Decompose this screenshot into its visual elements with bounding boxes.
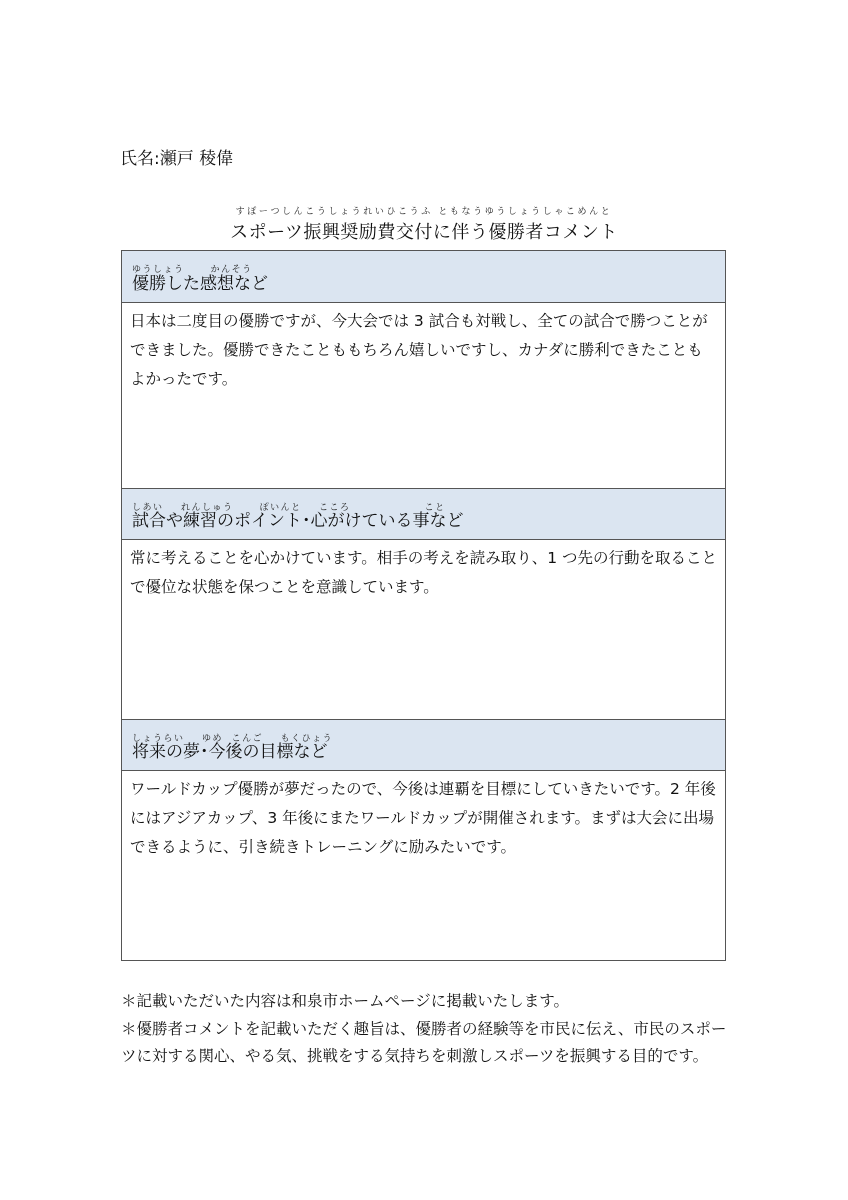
section-future-goals	[122, 719, 725, 960]
section-practice-points	[122, 488, 725, 719]
section-ruby: ゆうしょう かんそう	[132, 265, 253, 275]
form-title	[0, 207, 848, 244]
section-heading: 優勝した感想など	[132, 274, 268, 294]
section-header	[122, 489, 725, 540]
section-header	[122, 251, 725, 303]
section-heading: 試合や練習のポイント･心がけている事など	[132, 511, 464, 531]
name-line: 氏名:瀬戸 稜偉	[120, 149, 234, 169]
note-item: ＊優勝者コメントを記載いただく趣旨は、優勝者の経験等を市民に伝え、市民のスポーツに対する関心、やる気、挑戦をする気持ちを刺激しスポーツを振興する目的です。	[121, 1019, 727, 1065]
note-item: ＊記載いただいた内容は和泉市ホームページに掲載いたします。	[121, 992, 569, 1010]
section-body: 日本は二度目の優勝ですが、今大会では 3 試合も対戦し、全ての試合で勝つことができました。優勝できたことももちろん嬉しいですし、カナダに勝利できたこともよかったです。	[130, 312, 708, 388]
section-ruby: しょうらい ゆめ こんご もくひょう	[132, 734, 334, 744]
title-text: スポーツ振興奨励費交付に伴う優勝者コメント	[230, 222, 618, 243]
comment-table	[121, 250, 726, 961]
title-ruby: すぽーつしんこうしょうれいひこうふ ともなうゆうしょうしゃこめんと	[235, 207, 613, 217]
section-impressions	[122, 251, 725, 488]
section-ruby: しあい れんしゅう ぽいんと こころ こと	[132, 503, 446, 513]
notes	[121, 988, 731, 1071]
section-body: ワールドカップ優勝が夢だったので、今後は連覇を目標にしていきたいです。2 年後にはアジアカップ、3 年後にまたワールドカップが開催されます。まずは大会に出場できるように、引き続きトレーニングに励みたいです。	[130, 780, 716, 856]
section-header	[122, 720, 725, 771]
section-heading: 将来の夢･今後の目標など	[132, 742, 328, 762]
section-body: 常に考えることを心かけています。相手の考えを読み取り、1 つ先の行動を取ることで優位な状態を保つことを意識しています。	[130, 549, 718, 596]
